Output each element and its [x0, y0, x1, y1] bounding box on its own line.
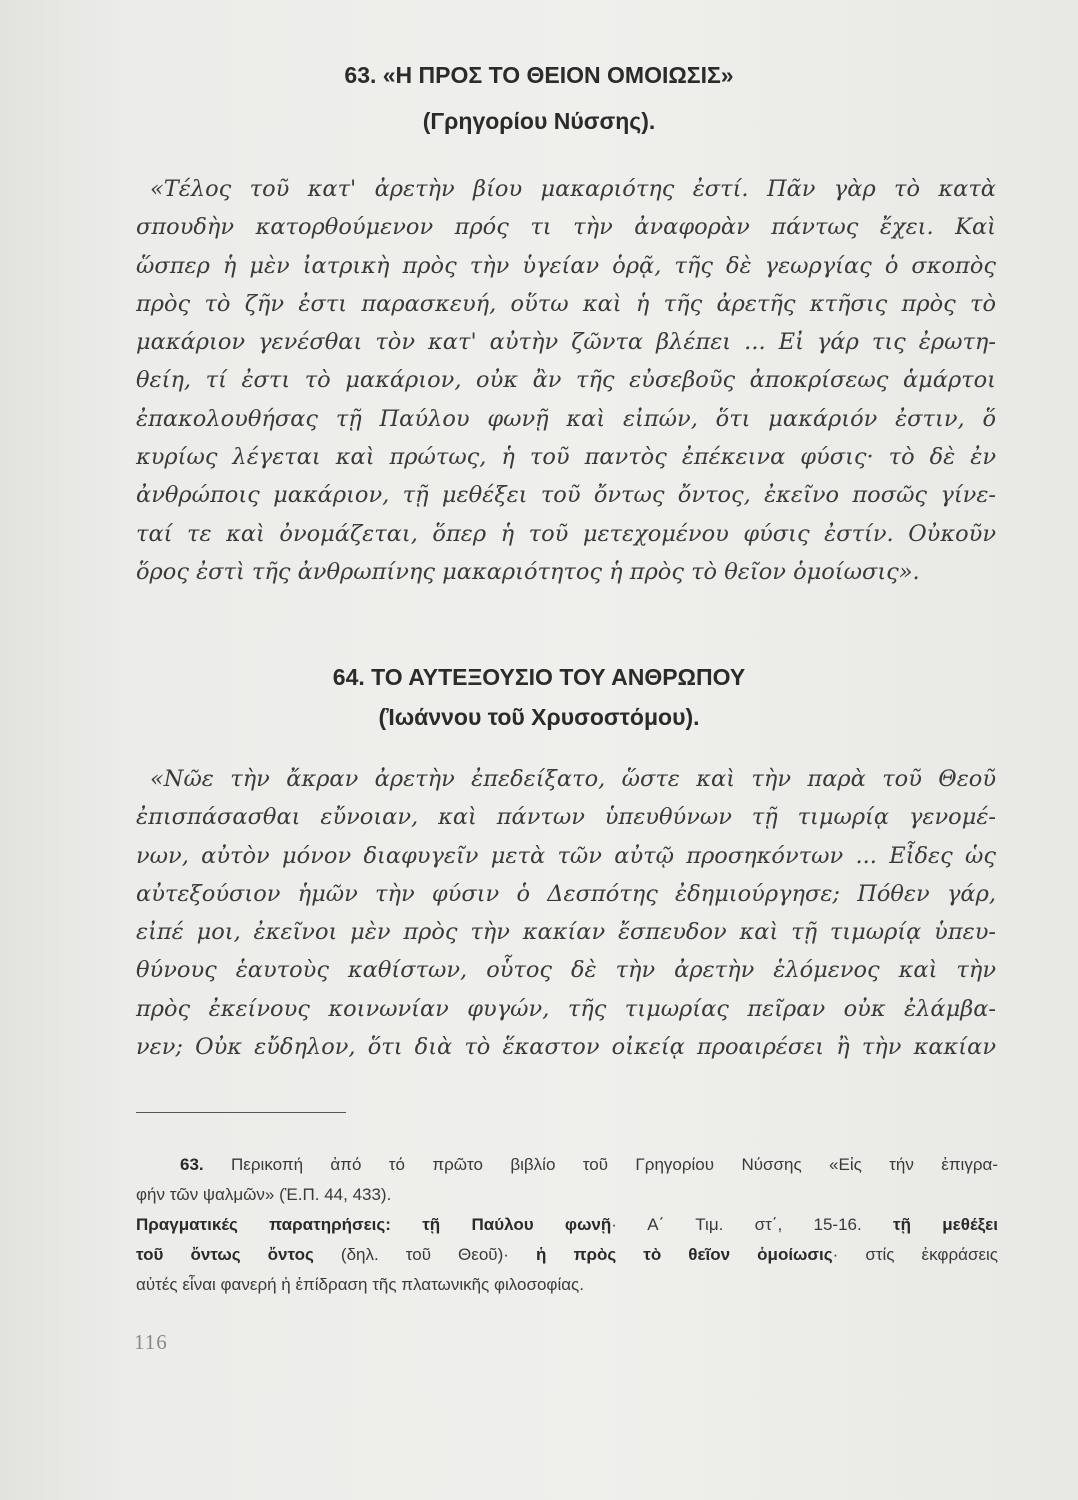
text-line: ἀνθρώποις μακάριον, τῇ μεθέξει τοῦ ὄντως ὄντος, ἐκεῖνο ποσῶς γίνε-: [136, 482, 996, 509]
remarks-label: Πραγματικές παρατηρήσεις:: [136, 1215, 391, 1234]
section-64-author: (Ἰωάννου τοῦ Χρυσοστόμου).: [378, 704, 700, 730]
remark-term: τῇ μεθέξει: [893, 1215, 998, 1234]
text-line: ἐπακολουθήσας τῇ Παύλου φωνῇ καὶ εἰπών, ὅτι μακάριόν ἐστιν, ὅ: [136, 405, 996, 432]
text-line: θείη, τί ἐστι τὸ μακάριον, οὐκ ἂν τῆς εὐσεβοῦς ἀποκρίσεως ἁμάρτοι: [136, 367, 996, 394]
remark-text: · στίς ἐκφράσεις: [832, 1245, 998, 1264]
footnote-divider: [136, 1112, 346, 1113]
section-63-heading: [0, 58, 1078, 138]
section-63-text: [136, 170, 996, 591]
page-number: 116: [134, 1330, 168, 1354]
remark-reference: · Α΄ Τιμ. στ΄, 15-16.: [611, 1215, 862, 1234]
text-line: «Τέλος τοῦ κατ' ἀρετὴν βίου μακαριότης ἐστί. Πᾶν γὰρ τὸ κατὰ: [150, 176, 996, 202]
footnote-line: [136, 1150, 998, 1180]
section-63-title: 63. «Η ΠΡΟΣ ΤΟ ΘΕΙΟΝ ΟΜΟΙΩΣΙΣ»: [344, 62, 734, 88]
remark-paren: (δηλ. τοῦ Θεοῦ)·: [340, 1245, 509, 1264]
text-line: ὅρος ἐστὶ τῆς ἀνθρωπίνης μακαριότητος ἡ πρὸς τὸ θεῖον ὁμοίωσις».: [136, 558, 920, 585]
text-line: σπουδὴν κατορθούμενον πρός τι τὴν ἀναφορὰν πάντως ἔχει. Καὶ: [136, 214, 996, 241]
text-line: νων, αὐτὸν μόνον διαφυγεῖν μετὰ τῶν αὐτῷ προσηκόντων ... Εἶδες ὡς: [136, 842, 996, 869]
remark-term: τῇ Παύλου φωνῇ: [422, 1215, 612, 1234]
footnote: [136, 1150, 998, 1300]
text-line: ἐπισπάσασθαι εὔνοιαν, καὶ πάντων ὑπευθύνων τῇ τιμωρίᾳ γενομέ-: [136, 804, 996, 831]
footnote-line: φήν τῶν ψαλμῶν» (Ἑ.Π. 44, 433).: [136, 1185, 392, 1204]
text-line: πρὸς τὸ ζῆν ἐστι παρασκευή, οὕτω καὶ ἡ τῆς ἀρετῆς κτῆσις πρὸς τὸ: [136, 290, 996, 317]
text-line: πρὸς ἐκείνους κοινωνίαν φυγών, τῆς τιμωρίας πεῖραν οὐκ ἐλάμβα-: [136, 995, 996, 1022]
section-64-title: 64. ΤΟ ΑΥΤΕΞΟΥΣΙΟ ΤΟΥ ΑΝΘΡΩΠΟΥ: [332, 664, 746, 690]
text-line: αὐτεξούσιον ἡμῶν τὴν φύσιν ὁ Δεσπότης ἐδημιούργησε; Πόθεν γάρ,: [136, 880, 996, 907]
footnote-line: αὐτές εἶναι φανερή ἡ ἐπίδραση τῆς πλατωνικῆς φιλοσοφίας.: [136, 1275, 584, 1294]
text-line: ταί τε καὶ ὀνομάζεται, ὅπερ ἡ τοῦ μετεχομένου φύσις ἐστίν. Οὐκοῦν: [136, 520, 996, 547]
text-line: θύνους ἑαυτοὺς καθίστων, οὗτος δὲ τὴν ἀρετὴν ἑλόμενος καὶ τὴν: [136, 957, 996, 984]
text-line: εἰπέ μοι, ἐκεῖνοι μὲν πρὸς τὴν κακίαν ἔσπευδον καὶ τῇ τιμωρίᾳ ὑπευ-: [136, 919, 996, 946]
text-line: ὥσπερ ἡ μὲν ἰατρικὴ πρὸς τὴν ὑγείαν ὁρᾷ, τῆς δὲ γεωργίας ὁ σκοπὸς: [136, 252, 996, 279]
section-64-heading: [0, 660, 1078, 734]
footnote-line: [136, 1240, 998, 1270]
footnote-line: [136, 1210, 998, 1240]
text-line: νεν; Οὐκ εὔδηλον, ὅτι διὰ τὸ ἕκαστον οἰκείᾳ προαιρέσει ἢ τὴν κακίαν: [136, 1034, 996, 1061]
text-line: κυρίως λέγεται καὶ πρώτως, ἡ τοῦ παντὸς ἐπέκεινα φύσις· τὸ δὲ ἐν: [136, 444, 996, 471]
footnote-number: 63.: [180, 1155, 204, 1174]
section-63-author: (Γρηγορίου Νύσσης).: [422, 108, 656, 134]
remark-term: ἡ πρὸς τὸ θεῖον ὁμοίωσις: [536, 1245, 833, 1264]
footnote-text: Περικοπή ἀπό τό πρῶτο βιβλίο τοῦ Γρηγορίου Νύσσης «Εἰς τήν ἐπιγρα-: [231, 1155, 998, 1174]
section-64-text: [136, 760, 996, 1066]
text-line: «Νῶε τὴν ἄκραν ἀρετὴν ἐπεδείξατο, ὥστε καὶ τὴν παρὰ τοῦ Θεοῦ: [150, 766, 996, 792]
text-line: μακάριον γενέσθαι τὸν κατ' αὐτὴν ζῶντα βλέπει ... Εἰ γάρ τις ἐρωτη-: [136, 329, 996, 356]
remark-term: τοῦ ὄντως ὄντος: [136, 1245, 314, 1264]
